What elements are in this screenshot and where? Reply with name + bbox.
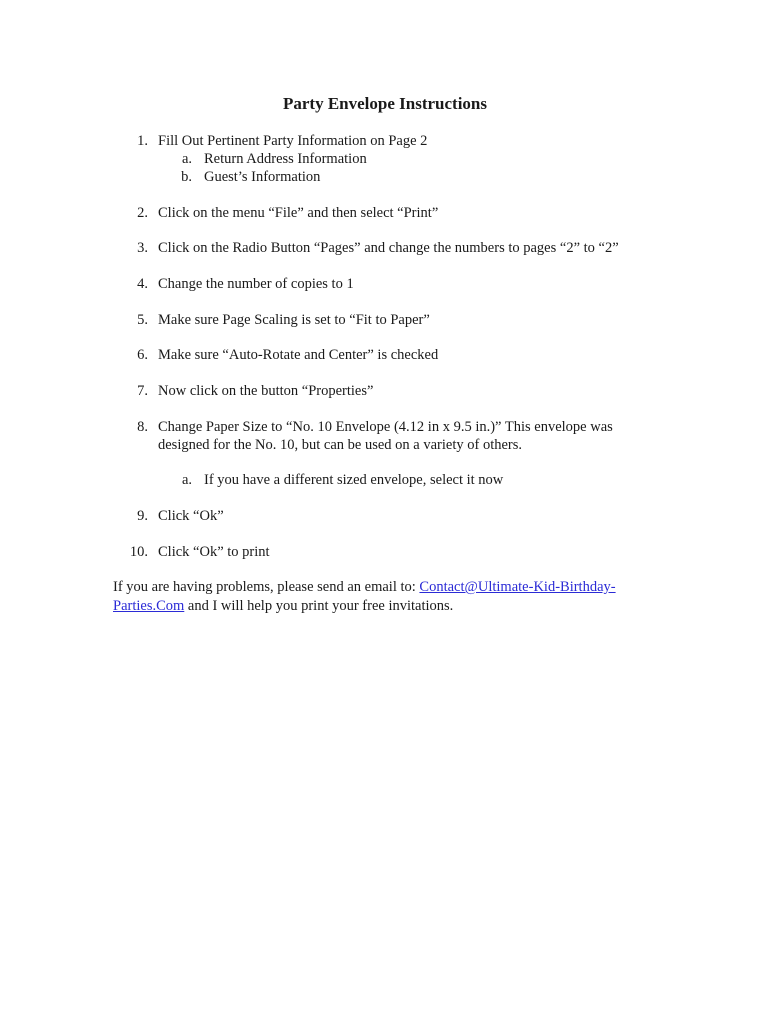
substep-letter: a. bbox=[181, 151, 192, 167]
step-number: 7. bbox=[137, 383, 148, 399]
step-text: Fill Out Pertinent Party Information on Page 2 bbox=[158, 133, 428, 149]
step-text: Click on the menu “File” and then select “Print” bbox=[158, 205, 439, 221]
substep-text: If you have a different sized envelope, select it now bbox=[204, 472, 504, 488]
step-text: Now click on the button “Properties” bbox=[158, 383, 374, 399]
help-paragraph bbox=[113, 578, 653, 616]
step-number: 2. bbox=[137, 205, 148, 221]
step-number: 8. bbox=[137, 419, 148, 435]
substep-text: Return Address Information bbox=[204, 151, 367, 167]
substep-letter: b. bbox=[181, 169, 192, 185]
step-text: Click “Ok” bbox=[158, 508, 224, 524]
step-number: 10. bbox=[129, 544, 148, 560]
contact-email-part2: Parties.Com bbox=[113, 598, 185, 614]
step-number: 9. bbox=[137, 508, 148, 524]
help-text-intro: If you are having problems, please send an email to: bbox=[113, 579, 420, 595]
step-number: 3. bbox=[137, 240, 148, 256]
step-text: Click on the Radio Button “Pages” and change the numbers to pages “2” to “2” bbox=[158, 240, 619, 256]
document-title: Party Envelope Instructions bbox=[283, 94, 487, 113]
step-text: Make sure “Auto-Rotate and Center” is checked bbox=[158, 347, 439, 363]
step-number: 5. bbox=[137, 312, 148, 328]
step-text: Click “Ok” to print bbox=[158, 544, 270, 560]
step-text: Change the number of copies to 1 bbox=[158, 276, 354, 292]
step-text: Make sure Page Scaling is set to “Fit to Paper” bbox=[158, 312, 430, 328]
help-text-outro: and I will help you print your free invitations. bbox=[184, 598, 454, 614]
substep-text: Guest’s Information bbox=[204, 169, 321, 185]
step-number: 4. bbox=[137, 276, 148, 292]
contact-email-part1: Contact@Ultimate-Kid-Birthday- bbox=[419, 579, 616, 595]
substep-letter: a. bbox=[181, 472, 192, 488]
step-text-continued: designed for the No. 10, but can be used on a variety of others. bbox=[158, 437, 523, 453]
step-number: 6. bbox=[137, 347, 148, 363]
step-text: Change Paper Size to “No. 10 Envelope (4.12 in x 9.5 in.)” This envelope was bbox=[158, 419, 613, 435]
step-number: 1. bbox=[137, 133, 148, 149]
